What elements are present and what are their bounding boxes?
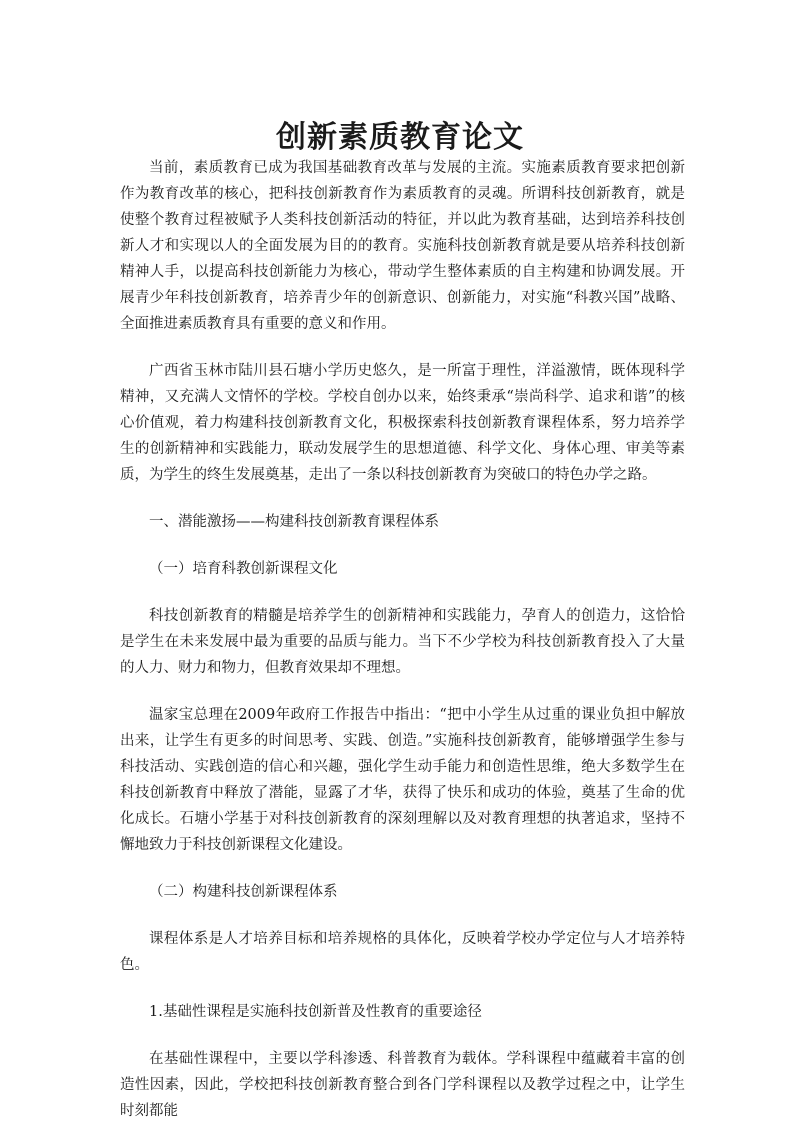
document-title: 创新素质教育论文 <box>276 120 524 156</box>
item-heading-1: 1.基础性课程是实施科技创新普及性教育的重要途径 <box>149 1004 482 1020</box>
paragraph-report-quote: 温家宝总理在2009年政府工作报告中指出：“把中小学生从过重的课业负担中解放出来，让学生有更多的时间思考、实践、创造。”实施科技创新教育，能够增强学生参与科技活动、实践创造的信心和兴趣，强化学生动手能力和创造性思维，绝大多数学生在科技创新教育中释放了潜能，显露了才华，获得了快乐和成功的体验，奠基了生命的优化成长。石塘小学基于对科技创新教育的深刻理解以及对教育理想的执著追求，坚持不懈地致力于科技创新课程文化建设。 <box>120 707 685 853</box>
subsection-heading-2: （二）构建科技创新课程体系 <box>149 884 338 900</box>
section-heading-1: 一、潜能激扬——构建科技创新教育课程体系 <box>149 514 439 530</box>
paragraph-essence: 科技创新教育的精髓是培养学生的创新精神和实践能力，孕育人的创造力，这恰恰是学生在未来发展中最为重要的品质与能力。当下不少学校为科技创新教育投入了大量的人力、财力和物力，但教育效果却不理想。 <box>120 608 685 676</box>
paragraph-school-profile: 广西省玉林市陆川县石塘小学历史悠久，是一所富于理性，洋溢激情，既体现科学精神，又充满人文情怀的学校。学校自创办以来，始终秉承“崇尚科学、追求和谐”的核心价值观，着力构建科技创新教育文化，积极探索科技创新教育课程体系，努力培养学生的创新精神和实践能力，联动发展学生的思想道德、科学文化、身体心理、审美等素质，为学生的终生发展奠基，走出了一条以科技创新教育为突破口的特色办学之路。 <box>120 363 685 483</box>
subsection-heading-1: （一）培育科教创新课程文化 <box>149 561 338 577</box>
document-body <box>120 155 685 1145</box>
paragraph-intro: 当前，素质教育已成为我国基础教育改革与发展的主流。实施素质教育要求把创新作为教育改革的核心，把科技创新教育作为素质教育的灵魂。所谓科技创新教育，就是使整个教育过程被赋予人类科技创新活动的特征，并以此为教育基础，达到培养科技创新人才和实现以人的全面发展为目的的教育。实施科技创新教育就是要从培养科技创新精神人手，以提高科技创新能力为核心，带动学生整体素质的自主构建和协调发展。开展青少年科技创新教育，培养青少年的创新意识、创新能力，对实施“科教兴国”战略、全面推进素质教育具有重要的意义和作用。 <box>120 160 685 332</box>
paragraph-basic-course: 在基础性课程中，主要以学科渗透、科普教育为载体。学科课程中蕴藏着丰富的创造性因素，因此，学校把科技创新教育整合到各门学科课程以及教学过程之中，让学生时刻都能 <box>120 1051 685 1119</box>
paragraph-curriculum-system: 课程体系是人才培养目标和培养规格的具体化，反映着学校办学定位与人才培养特色。 <box>120 931 685 973</box>
